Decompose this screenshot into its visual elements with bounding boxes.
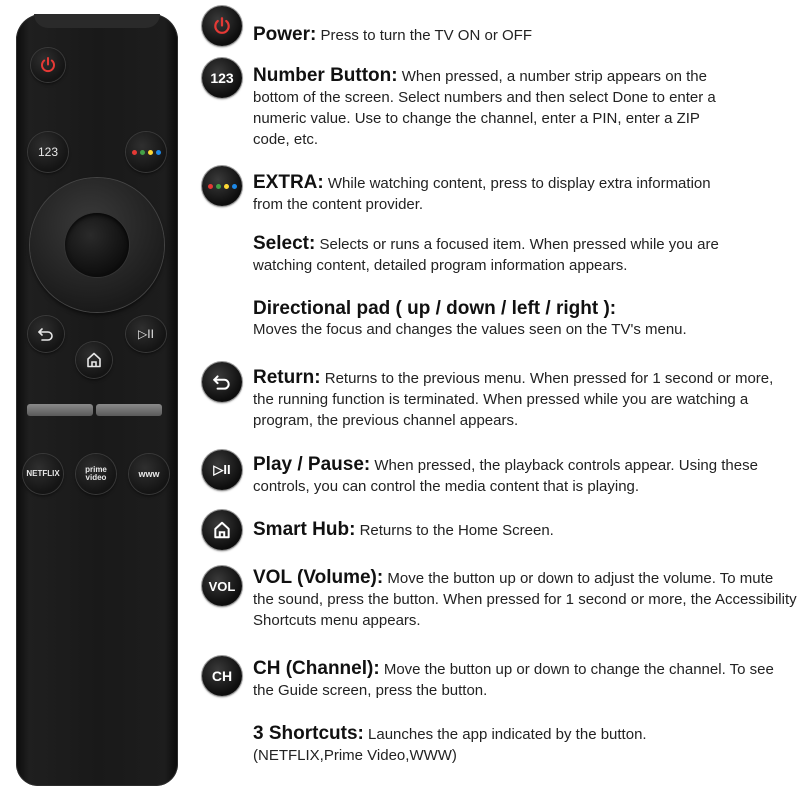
legend-power-icon	[202, 6, 242, 46]
remote-channel-rocker[interactable]	[96, 404, 162, 416]
www-label: www	[138, 468, 160, 479]
legend-return-title: Return:	[253, 367, 321, 388]
prime-label: prime video	[85, 465, 107, 482]
remote-return-button[interactable]	[28, 316, 64, 352]
legend-volume-title: VOL (Volume):	[253, 567, 384, 588]
legend-play-pause-text: When pressed, the playback controls appear. Using these controls, you can control the media content that is playing.	[253, 457, 758, 495]
legend-shortcuts-title: 3 Shortcuts:	[253, 723, 364, 744]
return-icon	[212, 373, 232, 391]
number-button-label: 123	[37, 145, 59, 159]
legend-home-icon	[202, 510, 242, 550]
tv-remote	[16, 14, 178, 786]
home-icon	[85, 351, 103, 369]
legend-dpad-title: Directional pad ( up / down / left / right ):	[253, 298, 617, 319]
power-icon	[39, 56, 57, 74]
return-icon	[37, 326, 55, 342]
legend-extra-text: While watching content, press to display extra information from the content provider.	[253, 175, 711, 213]
legend-play-pause-title: Play / Pause:	[253, 454, 371, 475]
legend-channel	[253, 658, 798, 701]
legend-extra-icon	[202, 166, 242, 206]
legend-smart-hub	[253, 519, 798, 541]
legend-play-pause-icon: ▷II	[202, 450, 242, 490]
legend-number-text: When pressed, a number strip appears on the bottom of the screen. Select numbers and then select Done to enter a numeric value. Use to change the channel, enter a PIN, enter a ZIP code, etc.	[253, 68, 716, 148]
remote-smart-hub-button[interactable]	[76, 342, 112, 378]
remote-play-pause-button[interactable]	[126, 316, 166, 352]
legend-channel-text: Move the button up or down to change the channel. To see the Guide screen, press the button.	[253, 661, 774, 699]
legend-shortcuts-text: Launches the app indicated by the button. (NETFLIX,Prime Video,WWW)	[253, 726, 647, 764]
remote-top-edge	[34, 14, 160, 28]
legend-number-icon: 123	[202, 58, 242, 98]
legend-play-pause	[253, 454, 798, 497]
legend-ch-icon: CH	[202, 656, 242, 696]
legend-volume	[253, 567, 798, 631]
legend-smart-hub-title: Smart Hub:	[253, 519, 356, 540]
legend-return-icon	[202, 362, 242, 402]
legend-select	[253, 233, 748, 276]
remote-select-button[interactable]	[65, 213, 129, 277]
legend-extra-title: EXTRA:	[253, 172, 324, 193]
remote-power-button[interactable]	[31, 48, 65, 82]
remote-www-button[interactable]	[129, 454, 169, 494]
legend-return-text: Returns to the previous menu. When pressed for 1 second or more, the running function is terminated. When pressed while you are watching a program, the previous channel appears.	[253, 370, 774, 429]
legend-smart-hub-text: Returns to the Home Screen.	[355, 522, 554, 539]
legend-extra	[253, 172, 713, 215]
remote-netflix-button[interactable]	[23, 454, 63, 494]
legend-channel-title: CH (Channel):	[253, 658, 380, 679]
legend-dpad	[253, 298, 798, 340]
legend-shortcuts	[253, 723, 723, 766]
netflix-label: NETFLIX	[26, 469, 60, 478]
legend-power	[253, 24, 798, 46]
legend-number-title: Number Button:	[253, 65, 398, 86]
legend-vol-icon: VOL	[202, 566, 242, 606]
legend-power-text: Press to turn the TV ON or OFF	[316, 27, 532, 44]
legend-number	[253, 65, 733, 150]
legend-power-title: Power:	[253, 24, 317, 45]
legend-select-title: Select:	[253, 233, 316, 254]
remote-number-button[interactable]	[28, 132, 68, 172]
color-dots-icon	[132, 150, 161, 155]
remote-prime-video-button[interactable]	[76, 454, 116, 494]
home-icon	[212, 520, 232, 540]
legend-volume-text: Move the button up or down to adjust the volume. To mute the sound, press the button. When pressed for 1 second or more, the Accessibility Shortcuts menu appears.	[253, 570, 797, 629]
play-pause-icon: ▷II	[138, 327, 154, 341]
power-icon	[212, 16, 232, 36]
legend-dpad-text: Moves the focus and changes the values seen on the TV's menu.	[253, 321, 687, 338]
legend-return	[253, 367, 783, 431]
legend-select-text: Selects or runs a focused item. When pressed while you are watching content, detailed program information appears.	[253, 236, 719, 274]
remote-volume-rocker[interactable]	[27, 404, 93, 416]
remote-extra-button[interactable]	[126, 132, 166, 172]
color-dots-icon	[208, 184, 237, 189]
